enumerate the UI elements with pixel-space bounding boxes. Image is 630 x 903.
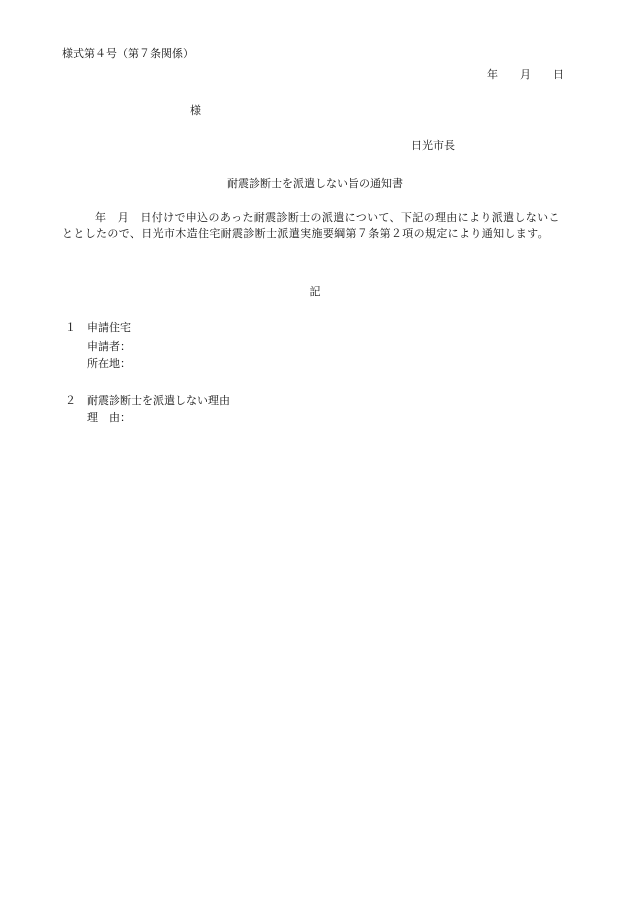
date-day-label: 日 — [553, 68, 564, 81]
ki-heading: 記 — [309, 285, 321, 298]
recipient-line: 様 — [190, 104, 201, 117]
item-1-applicant-label: 申請者： — [87, 340, 131, 353]
item-2-number: ２ — [65, 394, 76, 407]
item-1-label: 申請住宅 — [87, 321, 131, 334]
item-2-label: 耐震診断士を派遣しない理由 — [87, 394, 230, 407]
item-2-reason-label: 理 由： — [87, 411, 131, 424]
body-paragraph: 年 月 日付けで申込のあった耐震診断士の派遣について、下記の理由により派遣しないこととしたので、日光市木造住宅耐震診断士派遣実施要綱第７条第２項の規定により通知します。 — [62, 211, 560, 240]
form-number: 様式第４号（第７条関係） — [62, 47, 194, 60]
item-1-location-label: 所在地： — [87, 357, 131, 370]
date-line — [487, 68, 564, 82]
date-year-label: 年 — [487, 68, 498, 81]
item-1-number: １ — [65, 321, 76, 334]
document-title: 耐震診断士を派遣しない旨の通知書 — [227, 177, 403, 190]
date-month-label: 月 — [520, 68, 531, 81]
sender-name: 日光市長 — [411, 139, 455, 152]
